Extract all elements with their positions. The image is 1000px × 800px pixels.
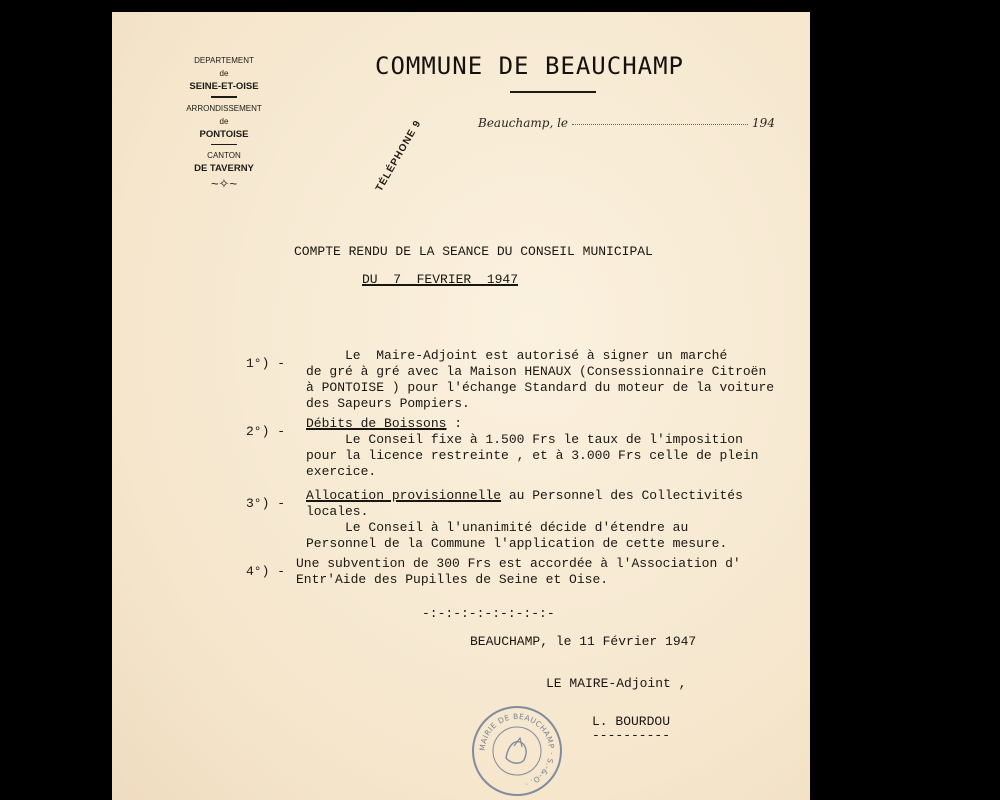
item-4-line: Une subvention de 300 Frs est accordée à l'Association d' — [296, 556, 741, 571]
item-3-line: Personnel de la Commune l'application de cette mesure. — [306, 536, 728, 551]
date-year: 194 — [752, 116, 775, 130]
letterhead-date-line — [478, 116, 775, 130]
item-2-number: 2°) - — [246, 424, 286, 439]
signatory-name: L. BOURDOU — [592, 714, 671, 729]
item-2-line: Le Conseil fixe à 1.500 Frs le taux de l'imposition — [306, 432, 743, 447]
report-date: DU 7 FEVRIER 1947 — [362, 272, 519, 287]
signatory-name-rule: ---------- — [592, 728, 671, 743]
item-2-title: Débits de Boissons — [306, 416, 447, 431]
item-2-body — [306, 416, 758, 480]
commune-title: COMMUNE DE BEAUCHAMP — [375, 52, 684, 80]
arrondissement-label: ARRONDISSEMENT — [186, 103, 262, 113]
report-heading: COMPTE RENDU DE LA SEANCE DU CONSEIL MUNICIPAL — [294, 244, 653, 259]
closing-place-date: BEAUCHAMP, le 11 Février 1947 — [470, 634, 697, 649]
department-de: de — [219, 69, 229, 78]
closing-signatory-title: LE MAIRE-Adjoint , — [546, 676, 687, 691]
item-3-number: 3°) - — [246, 496, 286, 511]
item-1-number: 1°) - — [246, 356, 286, 371]
item-3-line: locales. — [306, 504, 369, 519]
item-1-line: des Sapeurs Pompiers. — [306, 396, 470, 411]
item-4-number: 4°) - — [246, 564, 286, 579]
divider — [211, 96, 237, 98]
mairie-stamp — [472, 706, 562, 796]
department-name: SEINE-ET-OISE — [189, 81, 259, 92]
stamp-text: MAIRIE DE BEAUCHAMP · S.-&-O. · — [477, 711, 557, 789]
item-1-line: Le Maire-Adjoint est autorisé à signer un marché — [306, 348, 728, 363]
item-3-title: Allocation provisionnelle — [306, 488, 502, 503]
item-2-title-line — [306, 416, 758, 432]
flourish-ornament: ~✧~ — [210, 176, 238, 191]
canton-name: DE TAVERNY — [194, 163, 254, 174]
closing-separator: -:-:-:-:-:-:-:-:- — [422, 606, 555, 621]
item-1-line: à PONTOISE ) pour l'échange Standard du moteur de la voiture — [306, 380, 775, 395]
svg-text:MAIRIE DE BEAUCHAMP · S.-&-O. — [478, 712, 556, 789]
item-2-line: pour la licence restreinte , et à 3.000 Frs celle de plein — [306, 448, 759, 463]
item-1-body — [306, 348, 774, 412]
item-2-title-suffix: : — [446, 416, 463, 431]
date-prefix: Beauchamp, le — [478, 116, 569, 130]
item-3-title-suffix: au Personnel des Collectivités — [501, 488, 743, 503]
item-1-line: de gré à gré avec la Maison HENAUX (Consessionnaire Citroën — [306, 364, 767, 379]
date-dotted-line — [572, 124, 748, 125]
stamp-seal-icon — [474, 708, 560, 794]
telephone-label: TÉLÉPHONE 9 — [374, 118, 424, 194]
item-3-line: Le Conseil à l'unanimité décide d'étendre au — [306, 520, 689, 535]
item-3-body — [306, 488, 743, 552]
letterhead-administrative-block — [172, 54, 276, 190]
arrondissement-de: de — [219, 116, 229, 126]
department-label: DEPARTEMENT — [194, 56, 254, 65]
divider — [211, 144, 237, 146]
document-page — [112, 12, 810, 800]
item-2-line: exercice. — [306, 464, 377, 479]
arrondissement-name: PONTOISE — [199, 128, 249, 140]
item-4-line: Entr'Aide des Pupilles de Seine et Oise. — [296, 572, 609, 587]
item-3-title-line — [306, 488, 743, 504]
title-underline — [510, 91, 596, 93]
item-4-body — [296, 556, 741, 588]
canton-label: CANTON — [207, 151, 241, 160]
